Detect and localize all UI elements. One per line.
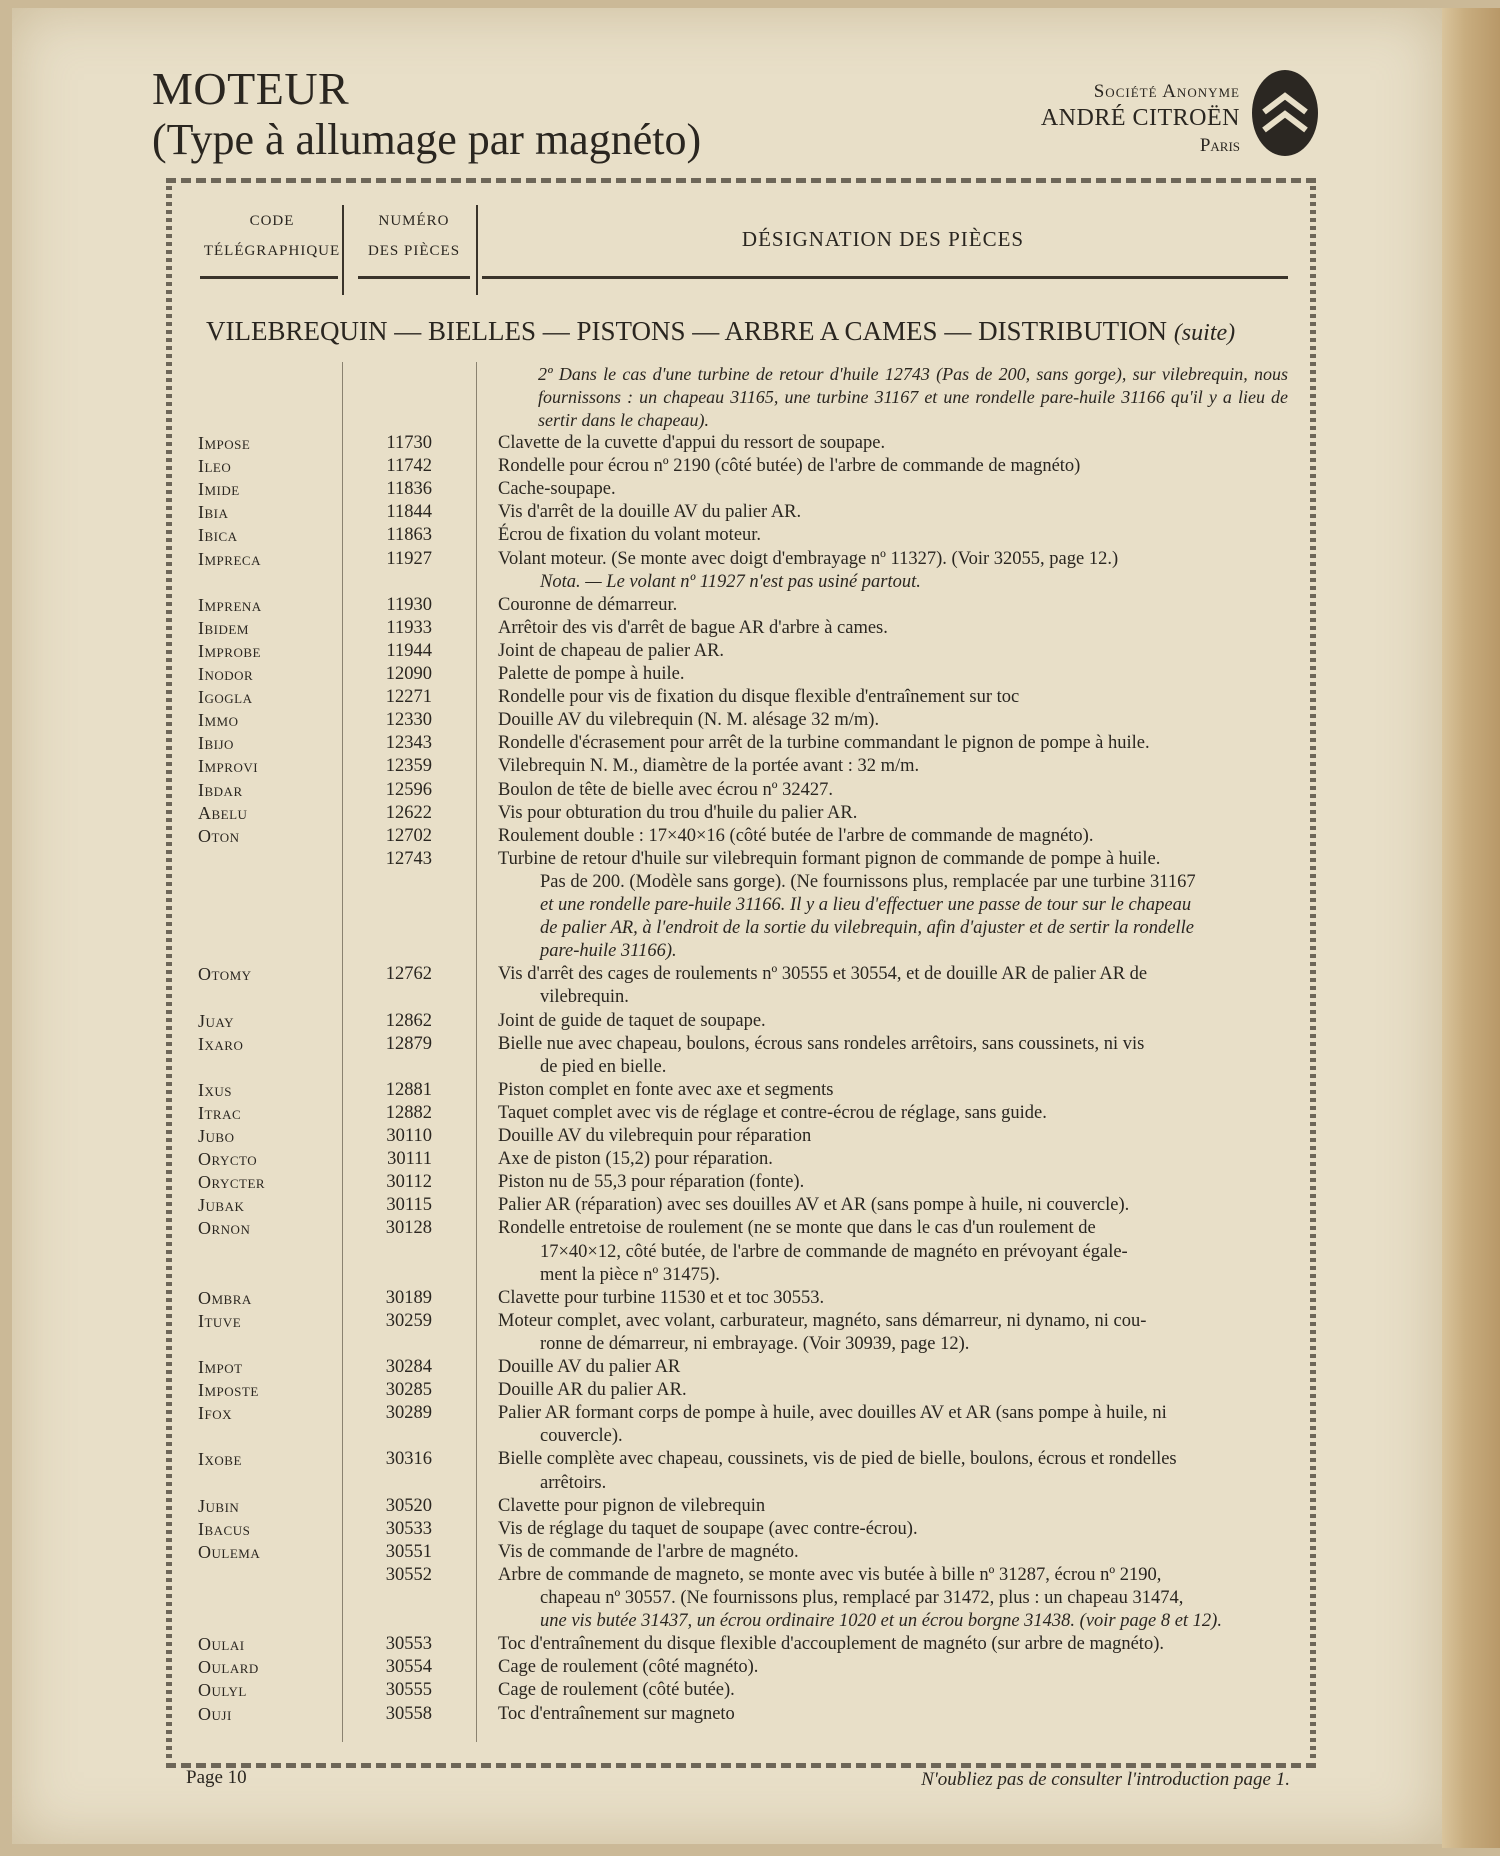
header-rule-designation: [482, 276, 1288, 279]
designation-continuation: ment la pièce nº 31475).: [540, 1264, 720, 1285]
table-row: [0, 709, 1500, 732]
part-number: 30111: [387, 1149, 432, 1170]
part-number: 30115: [386, 1195, 432, 1216]
part-number: 12879: [385, 1033, 432, 1054]
part-designation: Palier AR (réparation) avec ses douilles AV et AR (sans pompe à huile, ni couvercle).: [498, 1195, 1130, 1216]
telegraphic-code: Abelu: [198, 802, 248, 823]
telegraphic-code: Otomy: [198, 964, 252, 985]
designation-continuation: ronne de démarreur, ni embrayage. (Voir 30939, page 12).: [540, 1333, 970, 1354]
telegraphic-code: Ibdar: [198, 779, 243, 800]
intro-note: 2º Dans le cas d'une turbine de retour d'huile 12743 (Pas de 200, sans gorge), sur vilebrequin, nous fournissons : un chapeau 31165, une turbine 31167 et une rondelle pare-huile 31166 qu'il y a lieu de sertir dans le chapeau).: [538, 364, 1288, 430]
part-number: 12622: [385, 802, 432, 823]
part-designation: Rondelle pour vis de fixation du disque flexible d'entraînement sur toc: [498, 687, 1020, 708]
table-row: [0, 663, 1500, 686]
page-subtitle: (Type à allumage par magnéto): [152, 115, 702, 164]
table-row: [0, 848, 1500, 871]
part-number: 30285: [385, 1380, 432, 1401]
table-row: [0, 478, 1500, 501]
part-number: 12762: [385, 964, 432, 985]
header-divider-2: [476, 205, 478, 295]
telegraphic-code: Itrac: [198, 1102, 242, 1123]
telegraphic-code: Ombra: [198, 1287, 252, 1308]
header-divider-1: [342, 205, 344, 295]
table-row: [0, 1148, 1500, 1171]
part-designation: Couronne de démarreur.: [498, 594, 678, 615]
table-row: [0, 432, 1500, 455]
page-number: Page 10: [186, 1767, 247, 1788]
telegraphic-code: Imprena: [198, 594, 262, 615]
table-row: [0, 802, 1500, 825]
telegraphic-code: Jubo: [198, 1126, 235, 1146]
part-designation: Douille AV du vilebrequin (N. M. alésage 32 m/m).: [498, 710, 880, 731]
part-number: 12343: [385, 733, 432, 754]
part-designation: Palier AR formant corps de pompe à huile, avec douilles AV et AR (sans pompe à huile, ni: [498, 1403, 1167, 1424]
part-designation: Vis de réglage du taquet de soupape (avec contre-écrou).: [498, 1518, 918, 1539]
designation-continuation: couvercle).: [540, 1426, 623, 1447]
part-number: 12271: [385, 687, 432, 708]
part-designation: Cache-soupape.: [498, 479, 616, 500]
part-number: 11863: [386, 525, 432, 546]
telegraphic-code: Ibacus: [198, 1518, 251, 1539]
designation-continuation: chapeau nº 30557. (Ne fournissons plus, remplacé par 31472, plus : un chapeau 31474,: [540, 1588, 1184, 1608]
part-designation: Volant moteur. (Se monte avec doigt d'embrayage nº 11327). (Voir 32055, page 12.): [498, 548, 1119, 569]
table-row: [0, 455, 1500, 478]
column-header-designation: DÉSIGNATION DES PIÈCES: [741, 227, 1025, 251]
table-row: [0, 1379, 1500, 1402]
table-row: [0, 524, 1500, 547]
telegraphic-code: Oulai: [198, 1634, 245, 1655]
part-number: 30555: [385, 1680, 432, 1701]
table-row: [0, 1102, 1500, 1125]
part-designation: Rondelle entretoise de roulement (ne se monte que dans le cas d'un roulement de: [498, 1218, 1096, 1239]
telegraphic-code: Ibijo: [198, 733, 234, 754]
part-number: 30551: [385, 1541, 432, 1562]
part-number: 30533: [385, 1518, 432, 1539]
column-header-number: NUMÉRO DES PIÈCES: [367, 213, 461, 259]
table-row: [0, 640, 1500, 663]
table-row: [0, 1402, 1500, 1425]
part-designation: Moteur complet, avec volant, carburateur, magnéto, sans démarreur, ni dynamo, ni cou-: [498, 1310, 1147, 1331]
telegraphic-code: Ibidem: [198, 617, 249, 638]
designation-continuation: de palier AR, à l'endroit de la sortie du vilebrequin, afin d'ajuster et de sertir la rondelle: [540, 918, 1194, 939]
part-designation: Toc d'entraînement du disque flexible d'accouplement de magnéto (sur arbre de magnéto).: [498, 1634, 1164, 1655]
telegraphic-code: Oulyl: [198, 1680, 247, 1701]
part-number: 11944: [386, 640, 432, 661]
telegraphic-code: Orycter: [198, 1172, 266, 1193]
part-number: 11844: [386, 502, 432, 523]
table-row: [0, 1703, 1500, 1726]
part-number: 11930: [386, 594, 432, 615]
part-number: 30553: [385, 1634, 432, 1655]
part-number: 30289: [385, 1403, 432, 1424]
part-designation: Bielle nue avec chapeau, boulons, écrous sans rondeles arrêtoirs, sans coussinets, ni vis: [498, 1033, 1145, 1054]
part-number: 12862: [385, 1010, 432, 1031]
table-row: [0, 1217, 1500, 1240]
telegraphic-code: Juay: [198, 1010, 234, 1031]
table-row: [0, 686, 1500, 709]
part-number: 11933: [386, 617, 432, 638]
part-designation: Écrou de fixation du volant moteur.: [498, 525, 762, 546]
table-row: [0, 1448, 1500, 1471]
telegraphic-code: Impose: [198, 433, 251, 453]
part-designation: Rondelle d'écrasement pour arrêt de la turbine commandant le pignon de pompe à huile.: [498, 733, 1150, 754]
part-designation: Douille AR du palier AR.: [498, 1380, 687, 1401]
part-designation: Douille AV du vilebrequin pour réparation: [498, 1126, 812, 1146]
part-designation: Piston complet en fonte avec axe et segments: [498, 1079, 834, 1100]
part-designation: Vis pour obturation du trou d'huile du palier AR.: [498, 802, 858, 823]
part-number: 12702: [385, 825, 432, 846]
part-designation: Rondelle pour écrou nº 2190 (côté butée) de l'arbre de commande de magnéto): [498, 456, 1081, 477]
part-designation: Turbine de retour d'huile sur vilebrequin formant pignon de commande de pompe à huile.: [498, 848, 1161, 869]
part-number: 30520: [385, 1495, 432, 1516]
part-number: 12881: [385, 1079, 432, 1100]
part-designation: Roulement double : 17×40×16 (côté butée de l'arbre de commande de magnéto).: [498, 825, 1094, 846]
part-designation: Joint de guide de taquet de soupape.: [498, 1010, 766, 1031]
telegraphic-code: Immo: [198, 710, 239, 731]
part-number: 11730: [386, 433, 432, 453]
table-row: [0, 1656, 1500, 1679]
footer-note: N'oubliez pas de consulter l'introduction page 1.: [921, 1769, 1290, 1790]
telegraphic-code: Oulard: [198, 1657, 259, 1678]
part-designation: Palette de pompe à huile.: [498, 664, 685, 684]
telegraphic-code: Orycto: [198, 1149, 258, 1170]
part-designation: Arbre de commande de magneto, se monte avec vis butée à bille nº 31287, écrou nº 2190,: [498, 1564, 1162, 1585]
part-number: 30552: [385, 1564, 432, 1585]
part-designation: Cage de roulement (côté magnéto).: [498, 1657, 759, 1678]
part-designation: Vis d'arrêt de la douille AV du palier AR.: [498, 502, 802, 523]
designation-continuation: 17×40×12, côté butée, de l'arbre de commande de magnéto en prévoyant égale-: [540, 1241, 1128, 1262]
designation-continuation: arrêtoirs.: [540, 1472, 607, 1493]
telegraphic-code: Jubin: [198, 1495, 240, 1516]
telegraphic-code: Ifox: [198, 1403, 233, 1424]
telegraphic-code: Ibica: [198, 525, 238, 546]
part-designation: Bielle complète avec chapeau, coussinets, vis de pied de bielle, boulons, écrous et rondelles: [498, 1449, 1177, 1470]
table-row: [0, 594, 1500, 617]
company-block: [940, 78, 1240, 159]
telegraphic-code: Jubak: [198, 1195, 245, 1216]
part-designation: Piston nu de 55,3 pour réparation (fonte).: [498, 1172, 805, 1193]
table-row: [0, 548, 1500, 571]
part-designation: Vilebrequin N. M., diamètre de la portée avant : 32 m/m.: [498, 756, 920, 777]
header-rule-code: [200, 276, 338, 279]
part-number: 30554: [385, 1657, 432, 1678]
part-designation: Joint de chapeau de palier AR.: [498, 640, 725, 661]
telegraphic-code: Ouji: [198, 1703, 232, 1724]
part-number: 12330: [385, 710, 432, 731]
table-row: [0, 825, 1500, 848]
table-row: [0, 1356, 1500, 1379]
part-designation: Vis de commande de l'arbre de magnéto.: [498, 1541, 799, 1562]
page-title: MOTEUR: [152, 63, 350, 114]
designation-continuation: une vis butée 31437, un écrou ordinaire 1020 et un écrou borgne 31438. (voir page 8 et 12).: [540, 1611, 1222, 1632]
part-designation: Toc d'entraînement sur magneto: [498, 1703, 735, 1724]
part-designation: Cage de roulement (côté butée).: [498, 1680, 735, 1701]
part-designation: Taquet complet avec vis de réglage et contre-écrou de réglage, sans guide.: [498, 1102, 1047, 1123]
designation-continuation: Pas de 200. (Modèle sans gorge). (Ne fournissons plus, remplacée par une turbine 31167: [540, 871, 1196, 892]
part-number: 30110: [386, 1126, 432, 1146]
table-row: [0, 1679, 1500, 1702]
section-title: VILEBREQUIN — BIELLES — PISTONS — ARBRE A CAMES — DISTRIBUTION (suite): [206, 316, 1236, 346]
table-row: [0, 1495, 1500, 1518]
designation-continuation: Nota. — Le volant nº 11927 n'est pas usiné partout.: [540, 571, 921, 592]
table-row: [0, 1171, 1500, 1194]
telegraphic-code: Ituve: [198, 1310, 242, 1331]
part-number: 30259: [385, 1310, 432, 1331]
telegraphic-code: Improvi: [198, 756, 259, 777]
telegraphic-code: Ixobe: [198, 1449, 242, 1470]
table-row: [0, 1033, 1500, 1056]
telegraphic-code: Oton: [198, 825, 240, 846]
part-number: 11927: [386, 548, 432, 569]
telegraphic-code: Oulema: [198, 1541, 261, 1562]
table-row: [0, 1541, 1500, 1564]
column-header-code: CODE TÉLÉGRAPHIQUE: [203, 213, 341, 259]
part-number: 30128: [385, 1218, 432, 1239]
designation-continuation: vilebrequin.: [540, 987, 629, 1008]
part-number: 30316: [385, 1449, 432, 1470]
telegraphic-code: Impot: [198, 1357, 243, 1377]
part-designation: Clavette pour pignon de vilebrequin: [498, 1495, 766, 1516]
telegraphic-code: Ixaro: [198, 1033, 244, 1054]
table-row: [0, 755, 1500, 778]
part-designation: Vis d'arrêt des cages de roulements nº 30555 et 30554, et de douille AR de palier AR de: [498, 964, 1148, 985]
table-row: [0, 963, 1500, 986]
part-designation: Axe de piston (15,2) pour réparation.: [498, 1149, 773, 1170]
table-row: [0, 1010, 1500, 1033]
part-number: 12882: [385, 1102, 432, 1123]
table-row: [0, 501, 1500, 524]
designation-continuation: et une rondelle pare-huile 31166. Il y a lieu d'effectuer une passe de tour sur le chapeau: [540, 895, 1192, 915]
part-designation: Arrêtoir des vis d'arrêt de bague AR d'arbre à cames.: [498, 617, 888, 638]
part-number: 11836: [386, 479, 432, 500]
part-number: 30284: [385, 1357, 432, 1377]
table-row: [0, 732, 1500, 755]
telegraphic-code: Ixus: [198, 1079, 233, 1100]
table-row: [0, 1287, 1500, 1310]
part-number: 11742: [386, 456, 432, 477]
telegraphic-code: Ornon: [198, 1218, 251, 1239]
table-row: [0, 1079, 1500, 1102]
table-row: [0, 1125, 1500, 1148]
part-designation: Clavette pour turbine 11530 et et toc 30553.: [498, 1287, 825, 1308]
telegraphic-code: Improbe: [198, 640, 261, 661]
part-designation: Clavette de la cuvette d'appui du ressort de soupape.: [498, 433, 886, 453]
table-row: [0, 617, 1500, 640]
telegraphic-code: Ileo: [198, 456, 232, 477]
table-row: [0, 1194, 1500, 1217]
table-row: [0, 1310, 1500, 1333]
table-row: [0, 1518, 1500, 1541]
company-line-1: Société Anonyme: [1093, 81, 1240, 102]
part-designation: Douille AV du palier AR: [498, 1357, 681, 1377]
company-line-2: ANDRÉ CITROËN: [1040, 105, 1240, 131]
part-designation: Boulon de tête de bielle avec écrou nº 32427.: [498, 779, 834, 800]
telegraphic-code: Inodor: [198, 664, 254, 684]
citroen-double-chevron-icon: [1250, 68, 1320, 158]
table-row: [0, 1564, 1500, 1587]
part-number: 12090: [385, 664, 432, 684]
company-line-3: Paris: [1199, 135, 1240, 156]
header-rule-number: [358, 276, 470, 279]
designation-continuation: pare-huile 31166).: [540, 941, 677, 962]
designation-continuation: de pied en bielle.: [540, 1056, 667, 1077]
telegraphic-code: Ibia: [198, 502, 229, 523]
table-row: [0, 779, 1500, 802]
part-number: 30558: [385, 1703, 432, 1724]
part-number: 12743: [385, 848, 432, 869]
telegraphic-code: Imposte: [198, 1380, 259, 1401]
part-number: 12359: [385, 756, 432, 777]
part-number: 12596: [385, 779, 432, 800]
telegraphic-code: Igogla: [198, 687, 253, 708]
part-number: 30112: [386, 1172, 432, 1193]
table-row: [0, 1633, 1500, 1656]
part-number: 30189: [385, 1287, 432, 1308]
telegraphic-code: Impreca: [198, 548, 261, 569]
telegraphic-code: Imide: [198, 479, 240, 500]
